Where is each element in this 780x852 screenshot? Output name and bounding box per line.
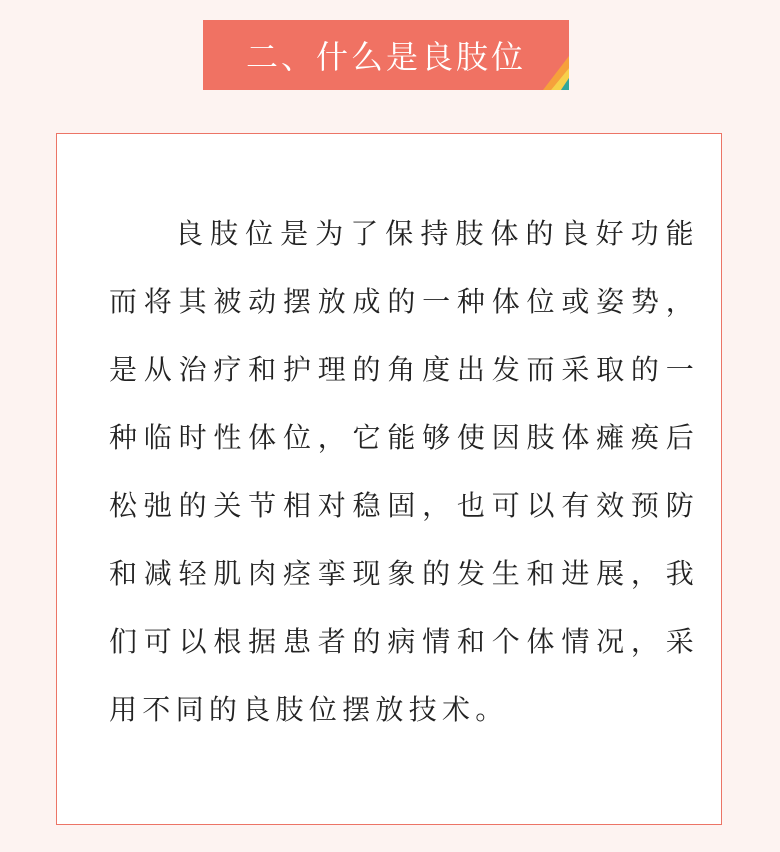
body-paragraph: 良肢位是为了保持肢体的良好功能而将其被动摆放成的一种体位或姿势，是从治疗和护理的角度出发而采取的一种临时性体位，它能够使因肢体瘫痪后松弛的关节相对稳固，也可以有效预防和减轻肌肉痉挛现象的发生和进展，我们可以根据患者的病情和个体情况，采用不同的良肢位摆放技术。 (109, 217, 699, 726)
banner-corner-decoration (543, 56, 569, 90)
section-banner (203, 20, 569, 90)
section-title: 二、什么是良肢位 (245, 38, 526, 76)
content-frame (56, 133, 722, 825)
